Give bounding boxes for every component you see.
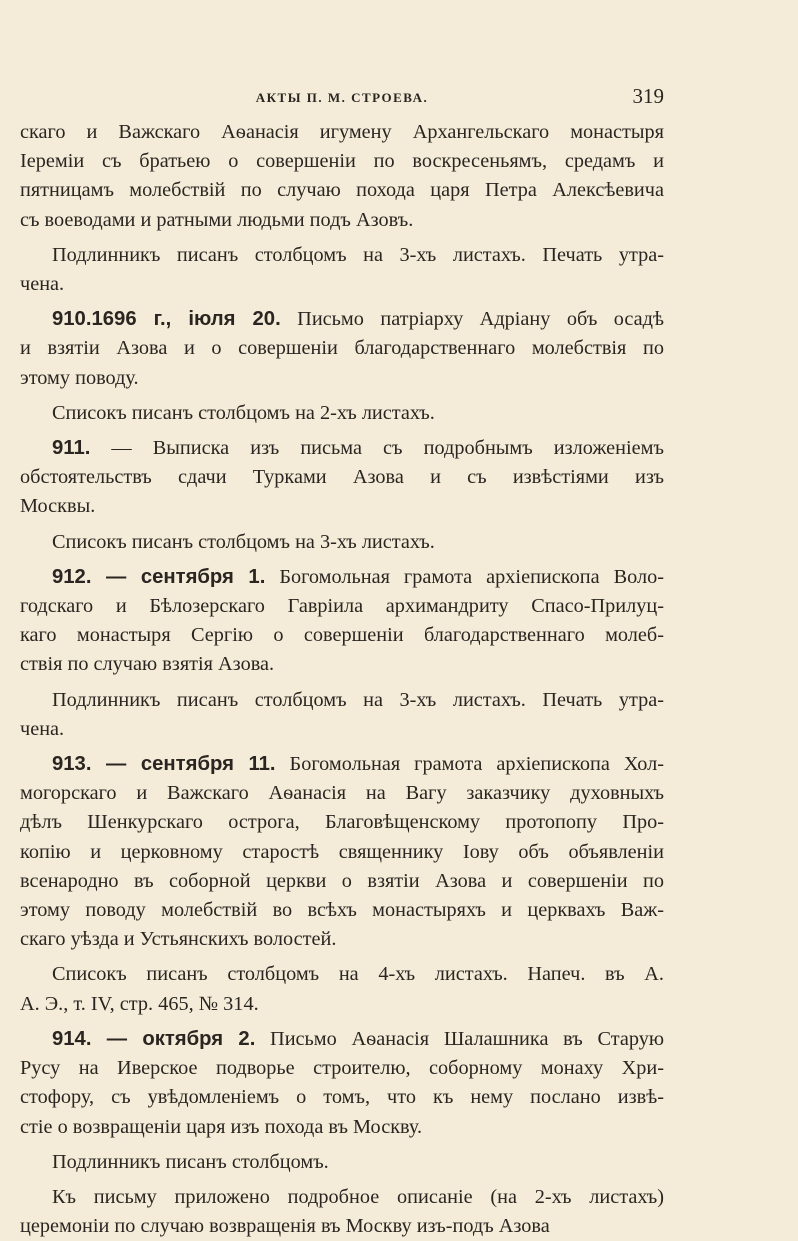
paragraph: [20, 1183, 664, 1241]
text-line: чена.: [20, 717, 65, 740]
text-line: стофору, съ увѣдомленіемъ о томъ, что къ нему послано извѣ-: [20, 1086, 664, 1109]
entry-number: 913.: [52, 753, 92, 776]
paragraph: [20, 686, 664, 744]
paragraph: [20, 750, 664, 954]
text-line: годскаго и Бѣлозерскаго Гавріила архимандриту Спасо-Прилуц-: [20, 595, 664, 618]
entry-text: — Выписка изъ письма съ подробнымъ изложеніемъ: [90, 437, 664, 460]
text-line: Подлинникъ писанъ столбцомъ на 3-хъ листахъ. Печать утра-: [52, 243, 664, 266]
text-line: А. Э., т. IV, стр. 465, № 314.: [20, 992, 259, 1015]
paragraph: [20, 118, 664, 235]
text-line: каго монастыря Сергію о совершеніи благодарственнаго молеб-: [20, 624, 664, 647]
text-line: этому поводу.: [20, 366, 139, 389]
entry-date: — октября 2.: [91, 1027, 256, 1050]
text-line: Списокъ писанъ столбцомъ на 4-хъ листахъ. Напеч. въ А.: [52, 963, 664, 986]
entry-text: Богомольная грамота архіепископа Хол-: [275, 753, 664, 776]
text-line: стіе о возвращеніи царя изъ похода въ Москву.: [20, 1115, 423, 1138]
text-line: [20, 750, 664, 779]
text-line: обстоятельствъ сдачи Турками Азова и съ извѣстіями изъ: [20, 466, 664, 489]
text-line: копію и церковному старостѣ священнику Іову объ объявленіи: [20, 840, 664, 863]
running-head: АКТЫ П. М. СТРОЕВА.: [255, 90, 429, 105]
text-line: пятницамъ молебствій по случаю похода царя Петра Алексѣевича: [20, 179, 664, 202]
text-line: [20, 563, 664, 592]
entry-date: 1696 г., іюля 20.: [91, 308, 281, 331]
text-line: Русу на Иверское подворье строителю, соборному монаху Хри-: [20, 1057, 664, 1080]
text-line: [20, 305, 664, 334]
text-line: ствія по случаю взятія Азова.: [20, 653, 275, 676]
text-line: [20, 1025, 664, 1054]
entry-number: 912.: [52, 565, 92, 588]
text-line: Москвы.: [20, 495, 96, 518]
text-line: Къ письму приложено подробное описаніе (на 2-хъ листахъ): [52, 1185, 664, 1208]
text-line: Подлинникъ писанъ столбцомъ.: [52, 1150, 329, 1173]
paragraph: [20, 1025, 664, 1142]
text-line: этому поводу молебствій во всѣхъ монастыряхъ и церквахъ Важ-: [20, 899, 664, 922]
entry-number: 914.: [52, 1027, 92, 1050]
paragraph: [20, 305, 664, 393]
text-line: чена.: [20, 273, 65, 296]
text-line: съ воеводами и ратными людьми подъ Азовъ.: [20, 208, 414, 231]
text-line: Списокъ писанъ столбцомъ на 3-хъ листахъ.: [52, 530, 435, 553]
entry-number: 911.: [52, 437, 91, 460]
text-line: Подлинникъ писанъ столбцомъ на 3-хъ листахъ. Печать утра-: [52, 688, 664, 711]
paragraph: [20, 399, 664, 428]
text-line: всенародно въ соборной церкви о взятіи Азова и совершеніи по: [20, 869, 664, 892]
entry-date: — сентября 1.: [91, 565, 266, 588]
text-line: Списокъ писанъ столбцомъ на 2-хъ листахъ.: [52, 401, 435, 424]
page: [20, 78, 664, 1241]
paragraph: [20, 528, 664, 557]
entry-text: Письмо патріарху Адріану объ осадѣ: [280, 308, 664, 331]
entry-text: Письмо Аѳанасія Шалашника въ Старую: [255, 1027, 664, 1050]
page-header: [20, 78, 664, 118]
paragraph: [20, 1148, 664, 1177]
text-line: дѣлъ Шенкурскаго острога, Благовѣщенскому протопопу Про-: [20, 811, 664, 834]
text-line: и взятіи Азова и о совершеніи благодарственнаго молебствія по: [20, 337, 664, 360]
entry-text: Богомольная грамота архіепископа Воло-: [265, 565, 664, 588]
text-line: скаго и Важскаго Аѳанасія игумену Архангельскаго монастыря: [20, 121, 664, 143]
entry-date: — сентября 11.: [91, 753, 276, 776]
paragraph: [20, 241, 664, 299]
page-number: 319: [632, 84, 664, 108]
paragraph: [20, 960, 664, 1018]
text-line: могорскаго и Важскаго Аѳанасія на Вагу заказчику духовныхъ: [20, 782, 664, 805]
text-line: скаго уѣзда и Устьянскихъ волостей.: [20, 928, 337, 951]
text-line: Іереміи съ братьею о совершеніи по воскресеньямъ, средамъ и: [20, 150, 664, 173]
body-text: [20, 118, 664, 1241]
entry-number: 910.: [52, 308, 92, 331]
paragraph: [20, 434, 664, 522]
text-line: [20, 434, 664, 463]
text-line: церемоніи по случаю возвращенія въ Москву изъ-подъ Азова: [20, 1215, 550, 1238]
paragraph: [20, 563, 664, 680]
